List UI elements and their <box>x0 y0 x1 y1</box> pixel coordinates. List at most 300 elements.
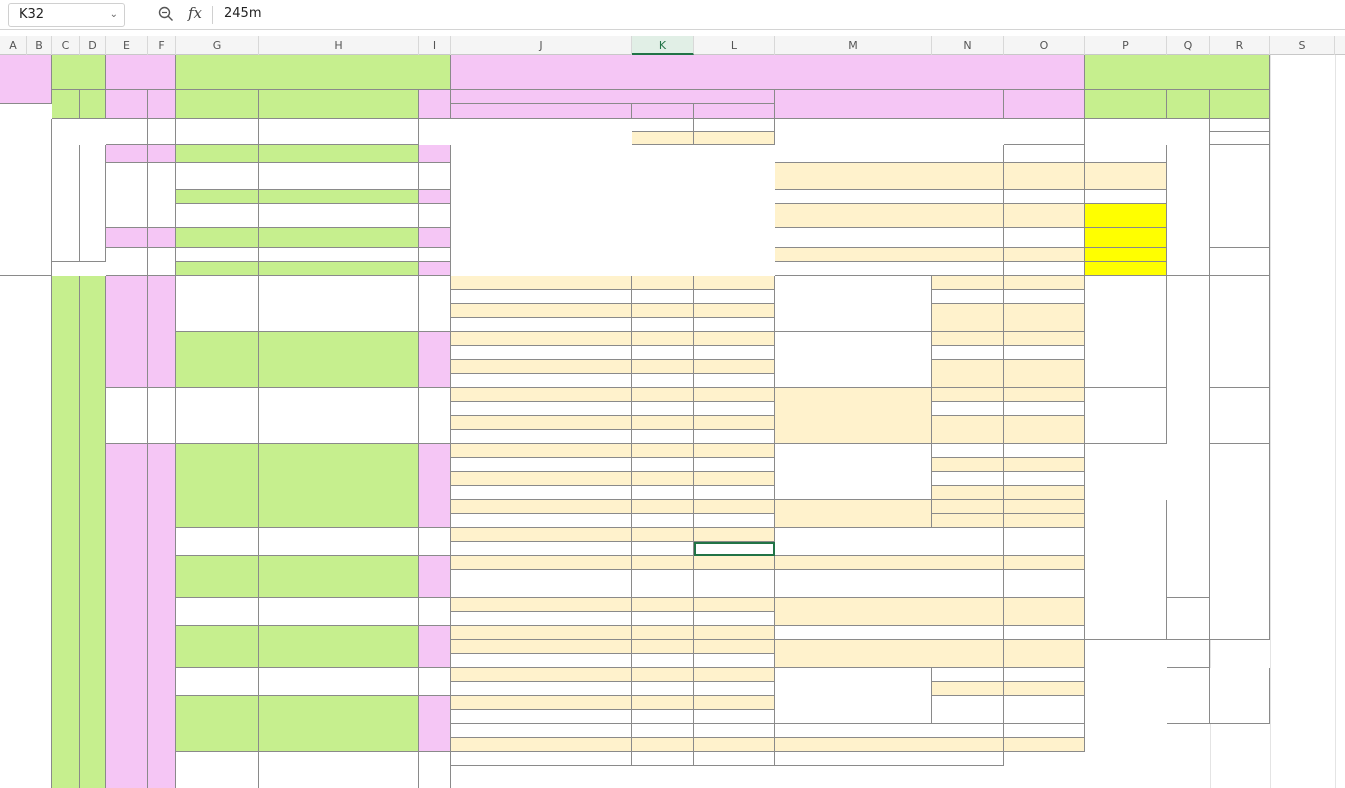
cell[interactable] <box>419 696 451 752</box>
cell[interactable] <box>259 262 419 276</box>
cell[interactable] <box>694 430 775 444</box>
header-subpart[interactable] <box>106 55 176 90</box>
cell[interactable] <box>632 486 694 500</box>
cell[interactable] <box>419 388 451 444</box>
header-unit[interactable] <box>0 55 52 104</box>
cell[interactable] <box>259 528 419 556</box>
cell[interactable] <box>932 458 1004 472</box>
cell[interactable] <box>106 228 148 248</box>
cell[interactable] <box>1210 145 1270 248</box>
cell[interactable] <box>176 528 259 556</box>
cell[interactable] <box>632 710 694 724</box>
cell[interactable] <box>694 304 775 318</box>
cell[interactable] <box>775 276 932 332</box>
cell[interactable] <box>52 145 80 262</box>
cell[interactable] <box>419 228 451 248</box>
cell[interactable] <box>148 388 176 444</box>
cell[interactable] <box>1085 248 1167 262</box>
column-header-A[interactable]: A <box>0 36 27 55</box>
cell[interactable] <box>259 752 419 788</box>
cell[interactable] <box>775 444 932 500</box>
cell[interactable] <box>1210 276 1270 388</box>
header-desc[interactable] <box>775 90 1004 119</box>
cell[interactable] <box>694 752 775 766</box>
cell[interactable] <box>1085 204 1167 228</box>
cell[interactable] <box>1004 248 1085 262</box>
cell-empty[interactable] <box>0 119 52 276</box>
cell[interactable] <box>1004 416 1085 444</box>
cell[interactable] <box>775 668 932 724</box>
cell[interactable] <box>632 290 694 304</box>
cell[interactable] <box>106 276 148 388</box>
cell[interactable] <box>106 119 148 145</box>
cell[interactable] <box>419 598 451 626</box>
cell[interactable] <box>694 332 775 346</box>
cell[interactable] <box>1004 724 1085 738</box>
cell[interactable] <box>775 598 1004 626</box>
header-batch[interactable] <box>451 55 1085 90</box>
cell[interactable] <box>176 752 259 788</box>
cell[interactable] <box>694 668 775 682</box>
header-batch-part[interactable] <box>632 104 694 119</box>
cell[interactable] <box>632 132 694 145</box>
cell[interactable] <box>775 528 1004 556</box>
cell[interactable] <box>176 163 259 190</box>
cell[interactable] <box>694 612 775 626</box>
cell[interactable] <box>259 276 419 332</box>
cell[interactable] <box>694 388 775 402</box>
cell[interactable] <box>632 556 694 570</box>
cell[interactable] <box>176 444 259 528</box>
cell[interactable] <box>1085 145 1167 163</box>
cell[interactable] <box>932 514 1004 528</box>
cell[interactable] <box>1167 668 1210 724</box>
cell[interactable] <box>176 696 259 752</box>
cell[interactable] <box>694 500 775 514</box>
column-header-E[interactable]: E <box>106 36 148 55</box>
cell[interactable] <box>932 444 1004 458</box>
cell[interactable] <box>632 696 694 710</box>
cell[interactable] <box>694 444 775 458</box>
cell[interactable] <box>632 598 694 612</box>
cell[interactable] <box>632 626 694 640</box>
cell[interactable] <box>259 598 419 626</box>
cell[interactable] <box>419 276 451 332</box>
cell[interactable] <box>1004 444 1085 458</box>
selected-cell[interactable] <box>694 542 775 556</box>
cell[interactable] <box>694 696 775 710</box>
header-batch-qty[interactable] <box>694 104 775 119</box>
header-name[interactable] <box>80 90 106 119</box>
cell[interactable] <box>1004 119 1085 145</box>
header-name[interactable] <box>148 90 176 119</box>
column-header-G[interactable]: G <box>176 36 259 55</box>
cell[interactable] <box>632 458 694 472</box>
column-header-B[interactable]: B <box>27 36 52 55</box>
cell[interactable] <box>419 626 451 668</box>
column-header-K[interactable]: K <box>632 36 694 55</box>
cell[interactable] <box>419 528 451 556</box>
cell[interactable] <box>419 190 451 204</box>
cell[interactable] <box>932 696 1004 724</box>
header-name[interactable] <box>259 90 419 119</box>
cell[interactable] <box>632 472 694 486</box>
cell[interactable] <box>259 248 419 262</box>
cell[interactable] <box>419 668 451 696</box>
cell[interactable] <box>632 640 694 654</box>
cell[interactable] <box>451 696 632 710</box>
cell[interactable] <box>419 556 451 598</box>
cell[interactable] <box>932 360 1004 388</box>
cell[interactable] <box>1004 332 1085 346</box>
header-no[interactable] <box>106 90 148 119</box>
cell[interactable] <box>1004 145 1085 163</box>
cell[interactable] <box>775 248 1004 262</box>
cell[interactable] <box>1210 248 1270 276</box>
cell[interactable] <box>419 163 451 190</box>
cell[interactable] <box>176 262 259 276</box>
cell[interactable] <box>1004 228 1085 248</box>
cell[interactable] <box>632 374 694 388</box>
cell[interactable] <box>451 416 632 430</box>
cell[interactable] <box>932 416 1004 444</box>
cell[interactable] <box>259 204 419 228</box>
chevron-down-icon[interactable]: ⌄ <box>109 9 118 20</box>
column-header-F[interactable]: F <box>148 36 176 55</box>
cell[interactable] <box>932 346 1004 360</box>
cell[interactable] <box>694 514 775 528</box>
cell[interactable] <box>775 163 1004 190</box>
column-header-R[interactable]: R <box>1210 36 1270 55</box>
cell[interactable] <box>106 145 148 163</box>
cell[interactable] <box>1210 132 1270 145</box>
cell[interactable] <box>451 290 632 304</box>
cell[interactable] <box>1004 668 1085 682</box>
cell[interactable] <box>632 430 694 444</box>
cell[interactable] <box>775 640 1004 668</box>
cell[interactable] <box>632 514 694 528</box>
cell[interactable] <box>451 276 632 290</box>
cell[interactable] <box>932 668 1004 682</box>
header-total[interactable] <box>1004 90 1085 119</box>
cell[interactable] <box>106 248 148 276</box>
cell[interactable] <box>419 248 451 262</box>
cell[interactable] <box>176 190 259 204</box>
cell[interactable] <box>694 346 775 360</box>
cell[interactable] <box>259 444 419 528</box>
cell[interactable] <box>176 204 259 228</box>
cell[interactable] <box>1085 190 1167 204</box>
cell[interactable] <box>632 528 694 542</box>
cell[interactable] <box>775 332 932 388</box>
column-header-O[interactable]: O <box>1004 36 1085 55</box>
cell[interactable] <box>451 640 632 654</box>
column-header-S[interactable]: S <box>1270 36 1335 55</box>
column-header-M[interactable]: M <box>775 36 932 55</box>
cell[interactable] <box>176 276 259 332</box>
cell[interactable] <box>451 682 632 696</box>
column-header-P[interactable]: P <box>1085 36 1167 55</box>
cell[interactable] <box>148 119 176 145</box>
cell[interactable] <box>632 444 694 458</box>
header-rec[interactable] <box>1210 90 1270 119</box>
cell[interactable] <box>176 332 259 388</box>
cell[interactable] <box>694 710 775 724</box>
cell[interactable] <box>632 119 694 132</box>
cell[interactable] <box>1004 570 1085 598</box>
cell[interactable] <box>106 163 148 228</box>
cell[interactable] <box>632 388 694 402</box>
header-no[interactable] <box>52 90 80 119</box>
cell[interactable] <box>632 346 694 360</box>
cell[interactable] <box>1004 640 1085 668</box>
cell[interactable] <box>1004 388 1085 402</box>
cell[interactable] <box>1210 388 1270 444</box>
cell[interactable] <box>419 262 451 276</box>
cell[interactable] <box>775 570 1004 598</box>
cell[interactable] <box>1004 276 1085 290</box>
formula-input[interactable]: 245m <box>224 6 262 21</box>
cell[interactable] <box>694 528 775 542</box>
cell[interactable] <box>932 682 1004 696</box>
cell[interactable] <box>775 190 1004 204</box>
cell-empty[interactable] <box>1167 119 1210 276</box>
cell[interactable] <box>694 598 775 612</box>
cell[interactable] <box>176 145 259 163</box>
cell[interactable] <box>632 542 694 556</box>
cell[interactable] <box>694 360 775 374</box>
cell[interactable] <box>1004 346 1085 360</box>
cell[interactable] <box>694 472 775 486</box>
cell[interactable] <box>451 528 632 542</box>
cell[interactable] <box>1004 262 1085 276</box>
cell[interactable] <box>1004 190 1085 204</box>
cell[interactable] <box>148 163 176 228</box>
cell[interactable] <box>176 228 259 248</box>
cell[interactable] <box>259 119 419 145</box>
cell[interactable] <box>775 262 1004 276</box>
cell[interactable] <box>419 332 451 388</box>
cell[interactable] <box>451 402 632 416</box>
cell[interactable] <box>632 304 694 318</box>
header-batch-sub[interactable] <box>451 90 775 104</box>
column-header-L[interactable]: L <box>694 36 775 55</box>
header-name[interactable] <box>419 90 451 119</box>
cell[interactable] <box>632 752 694 766</box>
cell[interactable] <box>932 486 1004 500</box>
cell[interactable] <box>176 248 259 262</box>
cell[interactable] <box>694 402 775 416</box>
cell[interactable] <box>632 360 694 374</box>
cell[interactable] <box>451 388 632 402</box>
cell[interactable] <box>176 388 259 444</box>
cell[interactable] <box>451 444 632 458</box>
cell[interactable] <box>1167 640 1210 668</box>
cell[interactable] <box>694 486 775 500</box>
cell[interactable] <box>176 626 259 668</box>
cell[interactable] <box>451 486 632 500</box>
cell[interactable] <box>1085 163 1167 190</box>
cell[interactable] <box>694 276 775 290</box>
cell[interactable] <box>451 304 632 318</box>
cell[interactable] <box>1004 472 1085 486</box>
column-header-I[interactable]: I <box>419 36 451 55</box>
cell[interactable] <box>451 542 632 556</box>
cell[interactable] <box>259 228 419 248</box>
cell[interactable] <box>932 388 1004 402</box>
cell[interactable] <box>451 514 632 528</box>
column-header-J[interactable]: J <box>451 36 632 55</box>
cell[interactable] <box>148 145 176 163</box>
function-icon[interactable]: fx <box>188 4 203 22</box>
cell[interactable] <box>259 145 419 163</box>
cell[interactable] <box>775 204 1004 228</box>
cell[interactable] <box>694 724 775 738</box>
cell[interactable] <box>694 458 775 472</box>
cell[interactable] <box>259 190 419 204</box>
cell[interactable] <box>176 556 259 598</box>
cell[interactable] <box>451 668 632 682</box>
cell[interactable] <box>176 119 259 145</box>
header-send[interactable] <box>1085 90 1167 119</box>
cell[interactable] <box>1004 486 1085 500</box>
cell[interactable] <box>1004 556 1085 570</box>
header-cond[interactable] <box>1085 55 1270 90</box>
cell[interactable] <box>259 388 419 444</box>
column-header-D[interactable]: D <box>80 36 106 55</box>
cell[interactable] <box>1085 228 1167 248</box>
cell[interactable] <box>632 724 694 738</box>
cell[interactable] <box>775 752 1004 766</box>
cell[interactable] <box>694 132 775 145</box>
cell[interactable] <box>932 276 1004 290</box>
cell[interactable] <box>451 332 632 346</box>
cell[interactable] <box>1004 204 1085 228</box>
cell[interactable] <box>1004 290 1085 304</box>
cell[interactable] <box>259 332 419 388</box>
cell[interactable] <box>176 598 259 626</box>
cell[interactable] <box>451 430 632 444</box>
cell[interactable] <box>775 228 1004 248</box>
cell[interactable] <box>775 556 1004 570</box>
cell[interactable] <box>148 444 176 788</box>
cell[interactable] <box>1085 276 1167 388</box>
cell[interactable] <box>259 556 419 598</box>
cell[interactable] <box>259 668 419 696</box>
cell[interactable] <box>1085 262 1167 276</box>
cell[interactable] <box>1004 696 1085 724</box>
cell[interactable] <box>632 402 694 416</box>
cell[interactable] <box>694 318 775 332</box>
cell[interactable] <box>775 145 1004 163</box>
cell[interactable] <box>694 416 775 430</box>
cell[interactable] <box>451 360 632 374</box>
cell[interactable] <box>1085 500 1167 640</box>
cell[interactable] <box>694 626 775 640</box>
cell[interactable] <box>259 163 419 190</box>
cell[interactable] <box>632 682 694 696</box>
cell[interactable] <box>775 724 1004 738</box>
cell[interactable] <box>451 500 632 514</box>
cell[interactable] <box>694 374 775 388</box>
cell[interactable] <box>632 500 694 514</box>
cell[interactable] <box>775 500 932 528</box>
column-header-N[interactable]: N <box>932 36 1004 55</box>
cell[interactable] <box>80 145 106 262</box>
cell[interactable] <box>1004 500 1085 514</box>
cell[interactable] <box>1004 163 1085 190</box>
cell[interactable] <box>932 472 1004 486</box>
name-box[interactable] <box>8 3 125 27</box>
cell[interactable] <box>932 500 1004 514</box>
cell[interactable] <box>451 374 632 388</box>
cell[interactable] <box>419 145 451 163</box>
cell[interactable] <box>451 598 632 612</box>
cell[interactable] <box>451 710 632 724</box>
cell[interactable] <box>80 276 106 788</box>
cell[interactable] <box>451 556 632 570</box>
cell[interactable] <box>451 570 632 598</box>
cell[interactable] <box>1004 402 1085 416</box>
cell[interactable] <box>632 416 694 430</box>
cell[interactable] <box>1210 119 1270 132</box>
column-header-C[interactable]: C <box>52 36 80 55</box>
cell[interactable] <box>632 668 694 682</box>
cell[interactable] <box>694 640 775 654</box>
cell[interactable] <box>419 752 451 788</box>
cell[interactable] <box>1004 682 1085 696</box>
cell[interactable] <box>1004 626 1085 640</box>
cell[interactable] <box>451 752 632 766</box>
cell[interactable] <box>694 290 775 304</box>
header-batch-no[interactable] <box>451 104 632 119</box>
cell[interactable] <box>148 228 176 248</box>
cell[interactable] <box>52 276 80 788</box>
cell[interactable] <box>1004 514 1085 528</box>
cell[interactable] <box>1004 738 1085 752</box>
header-test[interactable] <box>1167 90 1210 119</box>
cell[interactable] <box>694 570 775 598</box>
column-header-H[interactable]: H <box>259 36 419 55</box>
cell[interactable] <box>932 290 1004 304</box>
header-no[interactable] <box>176 90 259 119</box>
cell-empty[interactable] <box>0 276 52 788</box>
cell[interactable] <box>419 444 451 528</box>
cell[interactable] <box>259 626 419 668</box>
column-header-Q[interactable]: Q <box>1167 36 1210 55</box>
cell[interactable] <box>694 682 775 696</box>
header-part[interactable] <box>52 55 106 90</box>
cell[interactable] <box>106 388 148 444</box>
cell[interactable] <box>1004 458 1085 472</box>
cell[interactable] <box>148 276 176 388</box>
cell[interactable] <box>419 204 451 228</box>
cell[interactable] <box>451 472 632 486</box>
cell[interactable] <box>775 388 932 444</box>
cell-empty[interactable] <box>1167 276 1210 598</box>
cell[interactable] <box>632 654 694 668</box>
cell[interactable] <box>632 276 694 290</box>
cell[interactable] <box>451 654 632 668</box>
cell[interactable] <box>694 119 775 132</box>
cell[interactable] <box>451 318 632 332</box>
cell[interactable] <box>1085 388 1167 444</box>
cell[interactable] <box>1004 304 1085 332</box>
cell[interactable] <box>775 738 1004 752</box>
cell[interactable] <box>775 626 1004 640</box>
header-item[interactable] <box>176 55 451 90</box>
cell[interactable] <box>176 668 259 696</box>
